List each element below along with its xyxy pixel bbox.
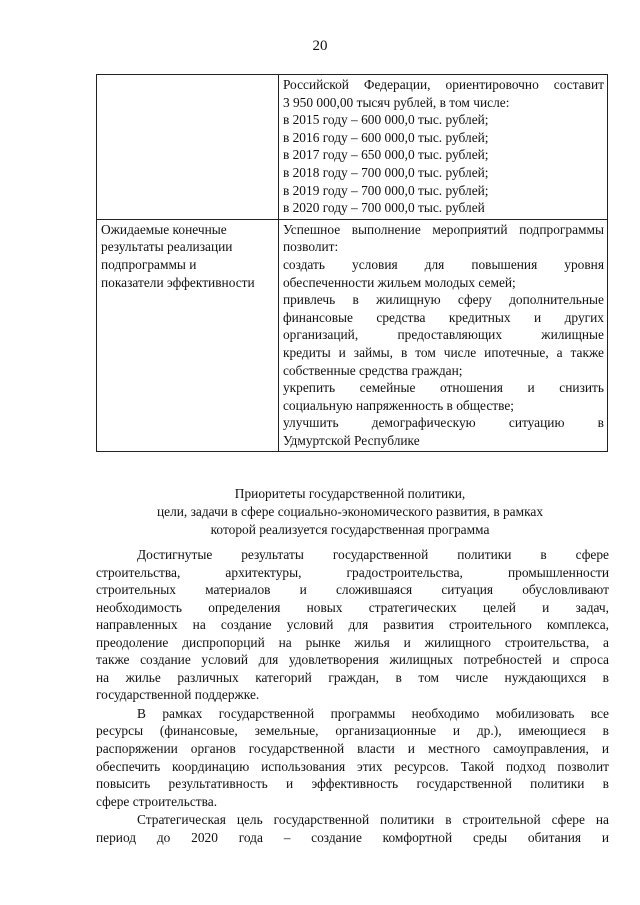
paragraph xyxy=(96,705,609,810)
paragraph-line: направленных на создание условий для развития строительного комплекса, xyxy=(96,617,609,633)
heading-line: Приоритеты государственной политики, xyxy=(234,486,466,501)
paragraph xyxy=(96,811,609,846)
funding-line: в 2018 году – 700 000,0 тыс. рублей; xyxy=(282,164,489,180)
body-text xyxy=(96,546,609,847)
table-cell-expected-results xyxy=(278,219,607,452)
paragraph-line: распоряжении органов государственной власти и местного самоуправления, и xyxy=(96,741,609,757)
funding-line: в 2016 году – 600 000,0 тыс. рублей; xyxy=(282,129,489,145)
result-line: собственные средства граждан; xyxy=(282,362,463,378)
paragraph-line: строительных материалов и сложившаяся ситуация обусловливают xyxy=(96,582,609,598)
result-line: социальную напряженность в обществе; xyxy=(282,397,515,413)
paragraph-line: В рамках государственной программы необходимо мобилизовать все xyxy=(137,705,609,721)
result-line: привлечь в жилищную сферу дополнительные xyxy=(282,292,604,308)
result-line: улучшить демографическую ситуацию в xyxy=(282,415,604,431)
paragraph-line: преодоление диспропорций на рынке жилья и жилищного строительства, а xyxy=(96,634,609,650)
paragraph-line: период до 2020 года – создание комфортной среды обитания и xyxy=(96,829,609,845)
table-cell-funding xyxy=(278,75,607,220)
paragraph-line: государственной поддержке. xyxy=(96,687,260,703)
result-line: обеспеченности жильем молодых семей; xyxy=(282,274,516,290)
paragraph-line: Достигнутые результаты государственной политики в сфере xyxy=(137,547,609,562)
paragraph-line: обеспечить координацию использования этих ресурсов. Такой подход позволит xyxy=(96,758,609,774)
funding-line: в 2015 году – 600 000,0 тыс. рублей; xyxy=(282,112,489,128)
table-row-expected-results xyxy=(97,219,608,452)
paragraph-line: на жилье различных категорий граждан, в том числе нуждающихся в xyxy=(96,669,609,685)
heading-line: которой реализуется государственная программа xyxy=(210,521,490,537)
program-passport-table xyxy=(96,74,608,452)
result-line: организаций, предоставляющих жилищные xyxy=(282,327,604,343)
result-line: Удмуртской Республике xyxy=(282,432,420,448)
table-cell-label xyxy=(97,219,279,452)
funding-line: Российской Федерации, ориентировочно составит xyxy=(282,77,604,92)
section-heading xyxy=(60,485,640,538)
label-line: показатели эффективности xyxy=(101,274,255,290)
result-line: позволит: xyxy=(282,239,339,255)
heading-line: цели, задачи в сфере социально-экономического развития, в рамках xyxy=(156,503,544,519)
result-line: создать условия для повышения уровня xyxy=(282,256,604,272)
label-line: подпрограммы и xyxy=(101,256,197,272)
label-line: результаты реализации xyxy=(101,239,233,255)
table-cell-label-empty xyxy=(97,75,279,220)
funding-line: в 2020 году – 700 000,0 тыс. рублей xyxy=(282,200,485,216)
paragraph-line: необходимость определения новых стратегических целей и задач, xyxy=(96,599,609,615)
funding-line: в 2019 году – 700 000,0 тыс. рублей; xyxy=(282,182,489,198)
funding-line: 3 950 000,00 тысяч рублей, в том числе: xyxy=(282,94,510,110)
table-row-funding xyxy=(97,75,608,220)
paragraph-line: ресурсы (финансовые, земельные, организационные и др.), имеющиеся в xyxy=(96,723,609,739)
result-line: финансовые средства кредитных и других xyxy=(282,309,604,325)
paragraph-line: сфере строительства. xyxy=(96,793,218,809)
result-line: укрепить семейные отношения и снизить xyxy=(282,380,604,396)
paragraph xyxy=(96,546,609,704)
paragraph-line: также создание условий для удовлетворения жилищных потребностей и спроса xyxy=(96,652,609,668)
paragraph-line: строительства, архитектуры, градостроительства, промышленности xyxy=(96,564,609,580)
result-line: кредиты и займы, в том числе ипотечные, а также xyxy=(282,344,604,360)
paragraph-line: Стратегическая цель государственной политики в строительной сфере на xyxy=(137,812,609,828)
label-line: Ожидаемые конечные xyxy=(101,221,227,237)
page-number: 20 xyxy=(312,38,328,54)
paragraph-line: повысить результативность и эффективность государственной политики в xyxy=(96,776,609,792)
result-line: Успешное выполнение мероприятий подпрограммы xyxy=(282,221,604,237)
funding-line: в 2017 году – 650 000,0 тыс. рублей; xyxy=(282,147,489,163)
